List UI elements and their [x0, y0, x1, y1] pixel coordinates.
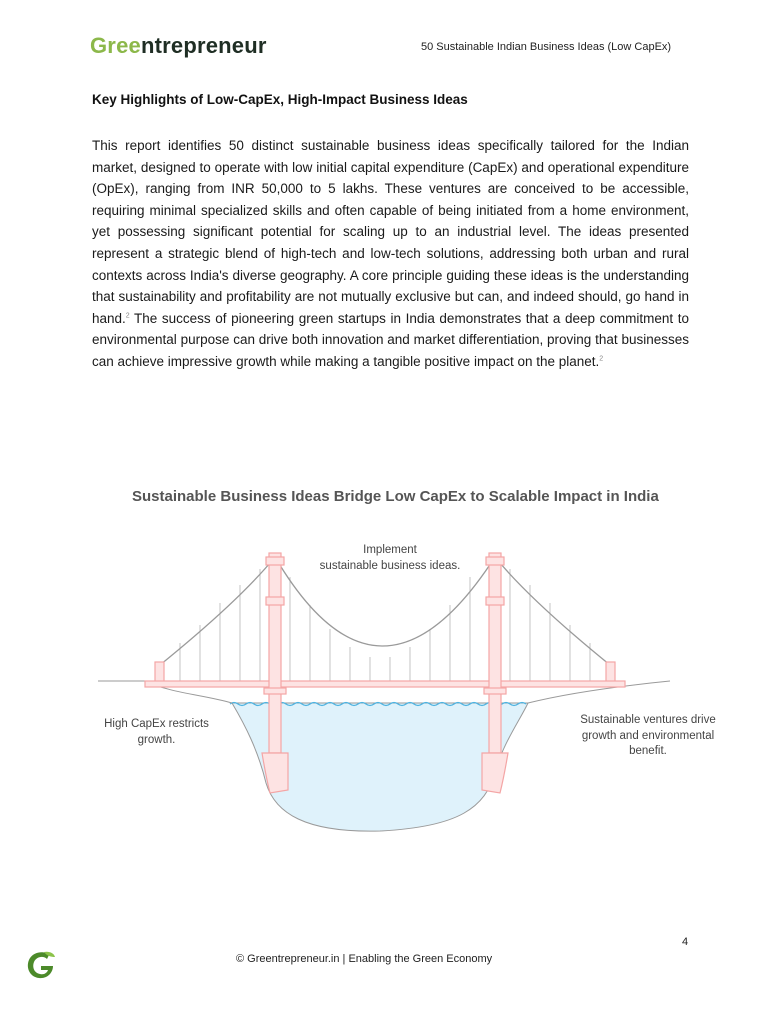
footnote-ref-2: 2 — [599, 355, 604, 363]
right-end-post — [606, 662, 615, 682]
label-high-capex — [90, 717, 223, 748]
bridge-deck — [145, 681, 625, 687]
bridge-diagram — [90, 545, 680, 840]
section-heading: Key Highlights of Low-CapEx, High-Impact Business Ideas — [92, 92, 468, 107]
label-right-line-2: growth and environmental — [581, 729, 715, 742]
document-title: 50 Sustainable Indian Business Ideas (Low CapEx) — [421, 41, 672, 53]
label-left-line-1: High CapEx restricts — [104, 718, 209, 730]
label-top-line-1: Implement — [363, 544, 417, 556]
footnote-ref-1: 2 — [125, 312, 130, 320]
left-tower — [262, 553, 288, 793]
label-right-line-1: Sustainable ventures drive — [580, 714, 716, 726]
logo-text-dark: ntrepreneur — [140, 33, 267, 58]
page-number: 4 — [682, 936, 689, 948]
brand-logo — [90, 33, 267, 59]
body-paragraph — [92, 135, 689, 373]
right-tower — [482, 553, 508, 793]
label-top-line-2: sustainable business ideas. — [319, 559, 461, 572]
hanger-cables — [180, 569, 590, 682]
diagram-title: Sustainable Business Ideas Bridge Low CapEx to Scalable Impact in India — [132, 488, 659, 505]
label-implement — [300, 543, 480, 574]
logo-text-green: Gree — [90, 33, 141, 58]
left-end-post — [155, 662, 164, 682]
g-leaf-icon — [25, 949, 57, 981]
footer-text: © Greentrepreneur.in | Enabling the Green Economy — [236, 953, 493, 965]
paragraph-part-1: This report identifies 50 distinct sustainable business ideas specifically tailored for the Indian market, designed to operate with low initial capital expenditure (CapEx) and operational expenditure (OpEx), ranging from INR 50,000 to 5 lakhs. These ventures are conceived to be accessible, requiring minimal specialized skills and often capable of being initiated from a home environment, yet possessing significant potential for scaling up to an industrial level. The ideas presented represent a strategic blend of high-tech and low-tech solutions, addressing both urban and rural contexts across India's diverse geography. A core principle guiding these ideas is the understanding that sustainability and profitability are not mutually exclusive but can, and indeed should, go hand in hand. — [92, 138, 689, 326]
paragraph-part-2: The success of pioneering green startups in India demonstrates that a deep commitment to environmental purpose can drive both innovation and market differentiation, proving that businesses can achieve impressive growth while making a tangible positive impact on the planet. — [92, 310, 689, 369]
label-left-line-2: growth. — [137, 733, 176, 746]
label-right-line-3: benefit. — [629, 745, 667, 757]
label-sustainable-ventures — [562, 713, 734, 760]
